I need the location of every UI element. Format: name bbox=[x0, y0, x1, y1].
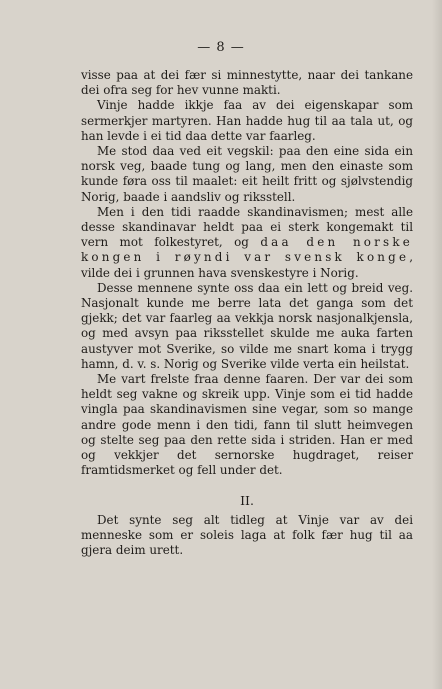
paragraph-4-spaced-phrase: daa den norske kongen i røyndi var svensk konge bbox=[81, 235, 413, 265]
page-number: — 8 — bbox=[197, 40, 245, 55]
paragraph-4-after: , vilde dei i grunnen hava svenskestyre i Norig. bbox=[81, 250, 413, 280]
paragraph-4-before: Men i den tidi raadde skandinavismen; mest alle desse skandinavar heldt paa ei sterk kongemakt til vern mot folkestyret, og bbox=[81, 204, 413, 250]
section-paragraph: Det synte seg alt tidleg at Vinje var av dei menneske som er soleis laga at folk fær hug til aa gjera deim urett. bbox=[81, 512, 413, 558]
paragraph-2: Vinje hadde ikkje faa av dei eigenskapar som sermerkjer martyren. Han hadde hug til aa tala ut, og han levde i ei tid daa dette var faarleg. bbox=[81, 98, 413, 143]
body-text bbox=[81, 68, 413, 558]
paragraph-6: Me vart frelste fraa denne faaren. Der var dei som heldt seg vakne og skreik upp. Vinje som ei tid hadde vingla paa skandinavismen sine vegar, som so mange andre gode menn i den tidi, fann til slutt heimvegen og stelte seg paa den rette sida i striden. Han er med og vekkjer det sernorske hugdraget, reiser framtidsmerket og fell under det. bbox=[81, 372, 413, 478]
paragraph-5: Desse mennene synte oss daa ein lett og breid veg. Nasjonalt kunde me berre lata det ganga som det gjekk; det var faarleg aa vekkja norsk nasjonalkjensla, og med avsyn paa riksstellet skulde me auka farten austyver mot Sverike, so vilde me snart koma i trygg hamn, d. v. s. Norig og Sverike vilde verta ein heilstat. bbox=[81, 280, 413, 371]
paragraph-4 bbox=[81, 205, 413, 281]
page-edge-shadow bbox=[432, 0, 442, 689]
paragraph-1: visse paa at dei fær si minnestytte, naar dei tankane dei ofra seg for hev vunne makti. bbox=[81, 68, 413, 98]
paragraph-3: Me stod daa ved eit vegskil: paa den eine sida ein norsk veg, baade tung og lang, men den einaste som kunde føra oss til maalet: eit heilt fritt og sjølvstendig Norig, baade i aandsliv og riksstell. bbox=[81, 144, 413, 204]
section-heading: II. bbox=[240, 493, 254, 509]
